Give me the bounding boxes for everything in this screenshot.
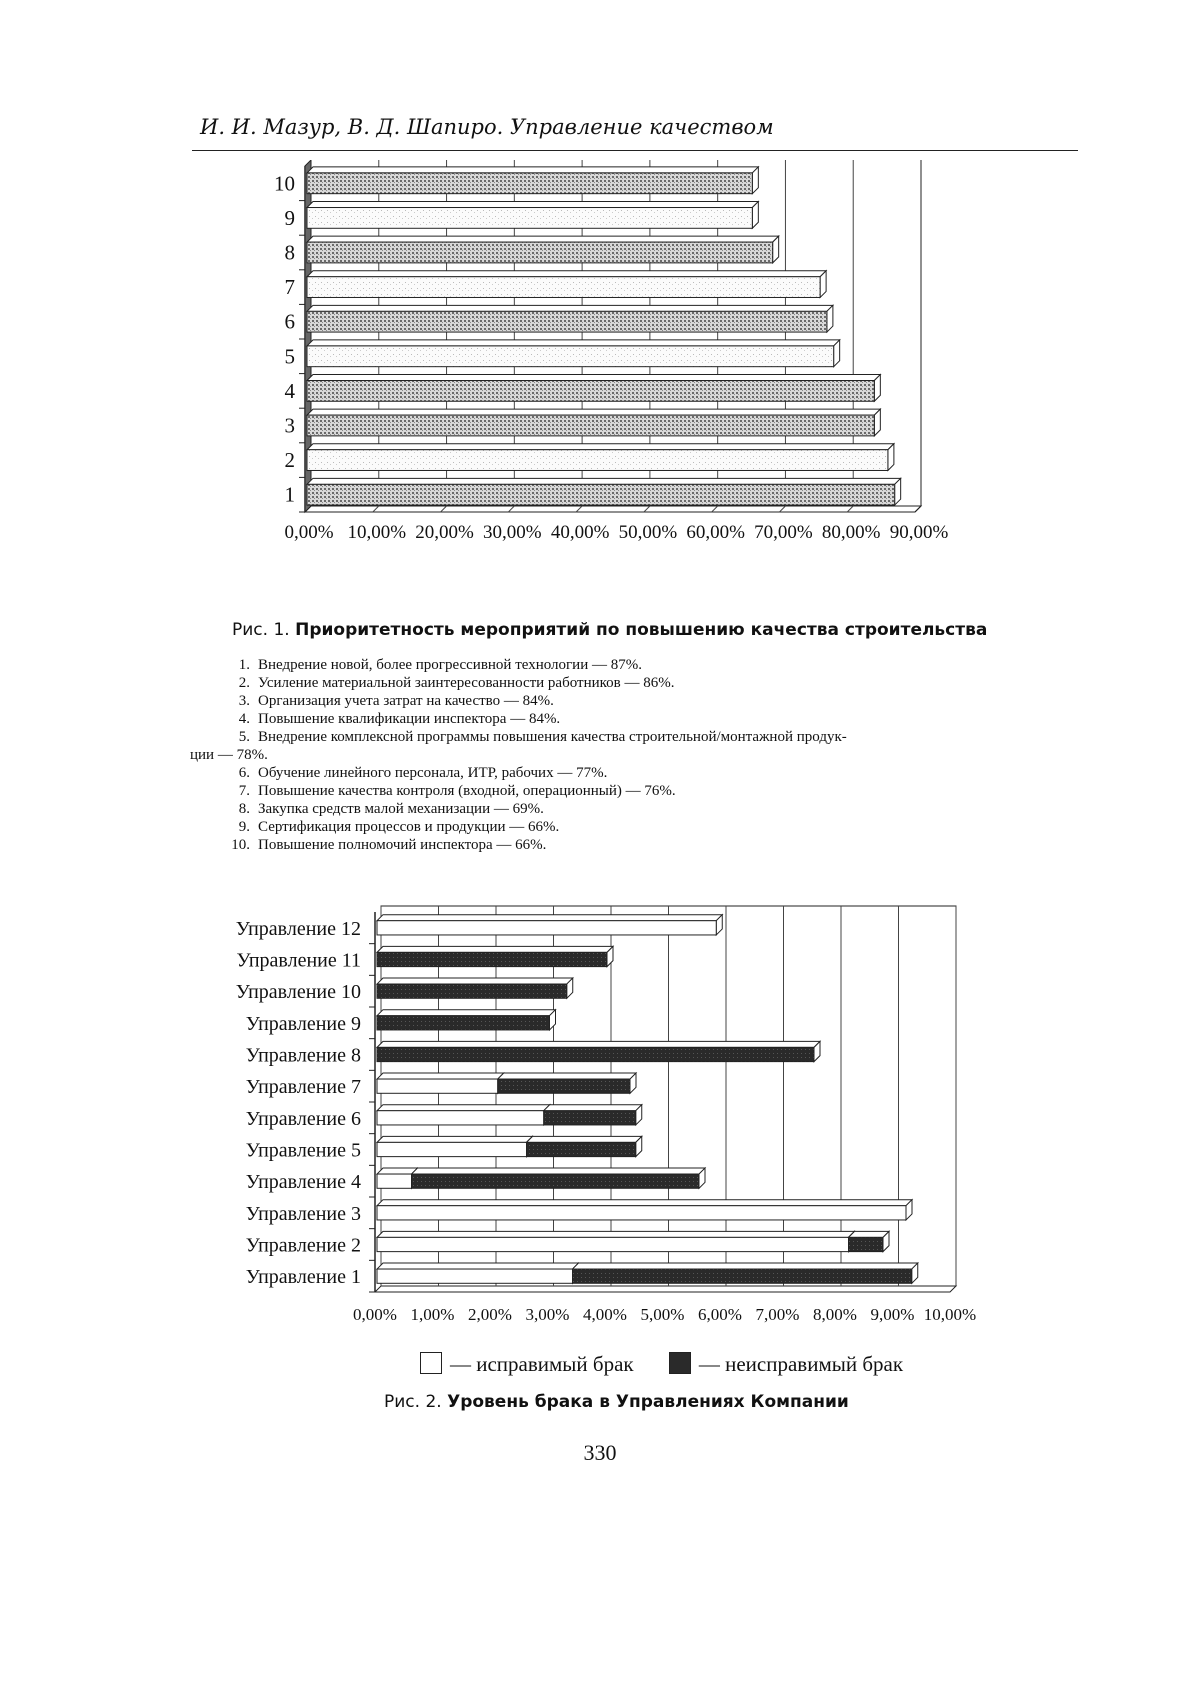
bar-uncorrectable (412, 1174, 700, 1188)
x-tick-label: 0,00% (353, 1305, 397, 1324)
list-item (190, 836, 1090, 854)
bar-uncorrectable-top (544, 1105, 642, 1111)
y-tick-label: Управление 5 (245, 1139, 361, 1162)
list-item (190, 692, 1090, 710)
bar-top (307, 236, 779, 242)
bar (307, 277, 820, 298)
list-item-text: Сертификация процессов и продукции — 66%. (258, 819, 560, 835)
list-item (190, 674, 1090, 692)
x-tick-label: 8,00% (813, 1305, 857, 1324)
y-tick-label: 3 (284, 413, 295, 438)
bar-uncorrectable-top (377, 978, 573, 984)
correctable-swatch (420, 1352, 442, 1374)
bar-correctable (377, 1269, 573, 1283)
y-tick-label: 9 (284, 205, 295, 230)
y-tick-label: Управление 1 (245, 1266, 361, 1289)
figure2-caption-title: Уровень брака в Управлениях Компании (447, 1392, 849, 1412)
list-item-number: 9. (238, 819, 250, 835)
list-item-text: Обучение линейного персонала, ИТР, рабочих — 77%. (258, 765, 608, 781)
x-tick-label: 1,00% (410, 1305, 455, 1324)
bar-top (307, 478, 901, 484)
bar-top (307, 202, 758, 208)
list-item (190, 746, 1090, 764)
bar-correctable (377, 921, 716, 935)
uncorrectable-swatch (669, 1352, 691, 1374)
figure1-legend-list (190, 656, 1090, 854)
list-item-number: 10. (231, 837, 250, 853)
figure2-svg (220, 900, 1040, 1340)
bar-top (307, 409, 880, 415)
bar-uncorrectable-top (849, 1231, 890, 1237)
bar-uncorrectable (527, 1142, 636, 1156)
bar (307, 484, 895, 505)
figure2-legend (420, 1352, 1040, 1377)
x-tick-label: 7,00% (755, 1305, 800, 1324)
figure1-caption-prefix: Рис. 1. (232, 620, 290, 640)
list-item-text: Повышение качества контроля (входной, операционный) — 76%. (258, 783, 676, 799)
y-tick-label: Управление 2 (245, 1234, 361, 1257)
bar-uncorrectable (377, 1016, 550, 1030)
y-tick-label: Управление 4 (245, 1171, 361, 1194)
bar-correctable (377, 1111, 544, 1125)
x-tick-label: 2,00% (468, 1305, 512, 1324)
list-item-number: 8. (238, 801, 250, 817)
x-tick-label: 20,00% (415, 522, 474, 543)
list-item-text: Повышение полномочий инспектора — 66%. (258, 837, 547, 853)
list-item-text: Внедрение новой, более прогрессивной технологии — 87%. (258, 657, 642, 673)
bar (307, 208, 752, 229)
x-tick-label: 10,00% (347, 522, 407, 543)
list-item (190, 728, 1090, 746)
x-tick-label: 40,00% (550, 522, 610, 543)
x-tick-label: 6,00% (698, 1305, 742, 1324)
bar (307, 415, 874, 436)
x-tick-label: 70,00% (754, 522, 813, 543)
y-tick-label: Управление 10 (235, 981, 361, 1004)
y-tick-label: 1 (284, 482, 295, 507)
bar-correctable (377, 1237, 849, 1251)
x-tick-label: 50,00% (618, 522, 678, 543)
bar-top (307, 375, 880, 381)
bar-uncorrectable (573, 1269, 912, 1283)
bar-correctable-top (377, 1136, 533, 1142)
y-tick-label: 8 (284, 240, 295, 265)
bar-uncorrectable-top (573, 1263, 918, 1269)
y-tick-label: 10 (274, 171, 295, 196)
bar-top (307, 167, 758, 173)
bar-correctable (377, 1142, 527, 1156)
page-number: 330 (583, 1440, 617, 1465)
list-item-number: 2. (238, 675, 250, 691)
figure2-caption (384, 1392, 849, 1412)
legend-uncorrectable-label: — неисправимый брак (698, 1352, 904, 1376)
running-header: И. И. Мазур, В. Д. Шапиро. Управление качеством (200, 115, 774, 139)
bar-uncorrectable (377, 984, 567, 998)
x-tick-label: 4,00% (583, 1305, 627, 1324)
bar (307, 311, 827, 332)
bar-correctable-top (377, 915, 722, 921)
bar-top (307, 340, 840, 346)
list-item-number: 1. (238, 657, 250, 673)
y-tick-label: Управление 3 (245, 1202, 361, 1225)
bar (307, 346, 834, 367)
x-tick-label: 10,00% (923, 1305, 977, 1324)
gridline-floor (373, 506, 379, 512)
bar-correctable-top (377, 1263, 579, 1269)
bar-uncorrectable (849, 1237, 884, 1251)
bar-correctable-top (377, 1105, 550, 1111)
bar-uncorrectable-top (498, 1073, 636, 1079)
list-item-text: Усиление материальной заинтересованности работников — 86%. (258, 675, 675, 691)
legend-correctable-label: — исправимый брак (450, 1352, 634, 1376)
gridline-floor (441, 506, 447, 512)
list-item-text: Закупка средств малой механизации — 69%. (258, 801, 544, 817)
list-item-text: Внедрение комплексной программы повышения качества строительной/монтажной продук- (258, 729, 847, 745)
bar (307, 173, 752, 194)
bar-correctable (377, 1174, 412, 1188)
bar-uncorrectable (377, 952, 607, 966)
y-tick-label: Управление 9 (245, 1012, 361, 1035)
x-tick-label: 80,00% (821, 522, 881, 543)
bar-correctable-top (377, 1231, 855, 1237)
floor (375, 1286, 956, 1292)
bar (307, 450, 888, 471)
bar (307, 381, 874, 402)
x-tick-label: 9,00% (870, 1305, 915, 1324)
floor (305, 506, 921, 512)
bar-top (307, 271, 826, 277)
list-item (190, 764, 1090, 782)
bar-uncorrectable-top (377, 1010, 556, 1016)
list-item (190, 818, 1090, 836)
list-item-text: ции — 78%. (190, 747, 268, 763)
y-tick-label: Управление 8 (245, 1044, 361, 1067)
list-item-text: Повышение квалификации инспектора — 84%. (258, 711, 561, 727)
bar (307, 242, 773, 263)
bar-correctable-top (377, 1168, 418, 1174)
y-tick-label: Управление 11 (236, 949, 361, 972)
bar-correctable (377, 1206, 906, 1220)
x-tick-label: 60,00% (686, 522, 745, 543)
bar-uncorrectable (544, 1111, 636, 1125)
y-tick-label: 4 (284, 378, 295, 403)
y-tick-label: 7 (284, 275, 295, 300)
gridline-floor (712, 506, 718, 512)
x-tick-label: 5,00% (640, 1305, 685, 1324)
bar-uncorrectable-top (377, 1041, 820, 1047)
figure1-chart (260, 160, 1020, 600)
figure1-svg (260, 160, 1020, 600)
gridline-floor (644, 506, 650, 512)
bar-uncorrectable (498, 1079, 630, 1093)
figure1-caption (232, 620, 987, 640)
bar-uncorrectable-top (412, 1168, 706, 1174)
x-tick-label: 90,00% (889, 522, 949, 543)
bar-top (307, 305, 833, 311)
x-tick-label: 3,00% (525, 1305, 570, 1324)
bar-correctable (377, 1079, 498, 1093)
list-item-number: 4. (238, 711, 250, 727)
y-tick-label: 5 (284, 344, 295, 369)
list-item (190, 656, 1090, 674)
list-item-number: 7. (238, 783, 250, 799)
y-tick-label: 2 (284, 448, 295, 473)
y-tick-label: Управление 6 (245, 1107, 361, 1130)
figure2-caption-prefix: Рис. 2. (384, 1392, 442, 1412)
gridline-floor (847, 506, 853, 512)
gridline-floor (576, 506, 582, 512)
list-item (190, 782, 1090, 800)
bar-correctable-top (377, 1200, 912, 1206)
list-item-text: Организация учета затрат на качество — 84%. (258, 693, 554, 709)
y-tick-label: Управление 7 (245, 1076, 361, 1099)
gridline-floor (779, 506, 785, 512)
gridline-floor (508, 506, 514, 512)
x-tick-label: 0,00% (284, 522, 334, 543)
x-tick-label: 30,00% (483, 522, 542, 543)
bar-uncorrectable (377, 1047, 814, 1061)
list-item-number: 5. (238, 729, 250, 745)
list-item (190, 800, 1090, 818)
y-tick-label: 6 (284, 309, 295, 334)
bar-correctable-top (377, 1073, 504, 1079)
header-rule (192, 150, 1078, 151)
list-item (190, 710, 1090, 728)
list-item-number: 3. (238, 693, 250, 709)
right-wall-edge (915, 506, 921, 512)
figure1-caption-title: Приоритетность мероприятий по повышению качества строительства (295, 620, 988, 640)
bar-top (307, 444, 894, 450)
list-item-number: 6. (238, 765, 250, 781)
figure2-chart (220, 900, 1040, 1340)
y-tick-label: Управление 12 (235, 917, 361, 940)
bar-uncorrectable-top (527, 1136, 642, 1142)
bar-uncorrectable-top (377, 946, 613, 952)
